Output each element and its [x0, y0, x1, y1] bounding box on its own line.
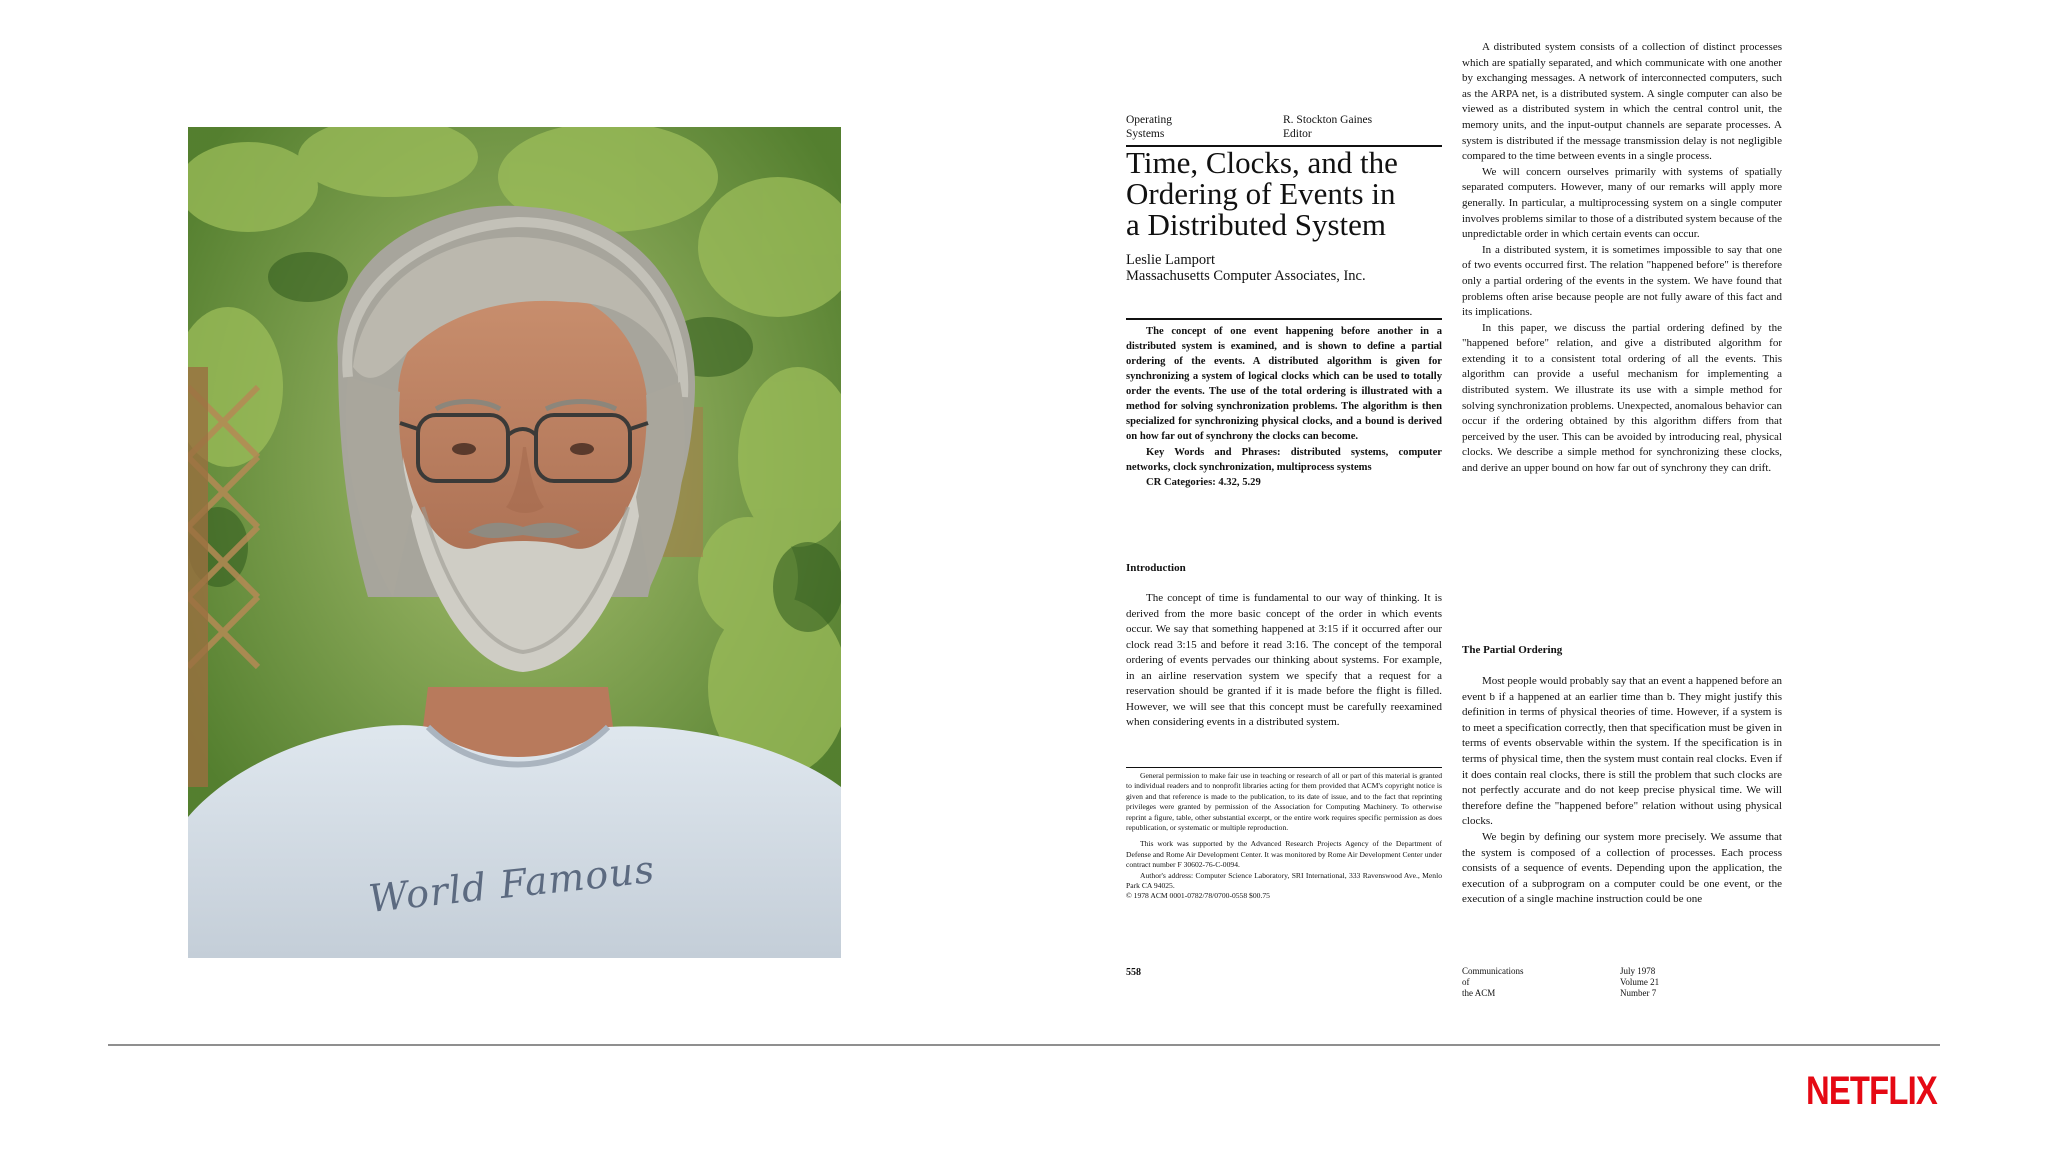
right-column-body [1462, 40, 1782, 477]
author-block [1126, 252, 1442, 284]
footnote-address: Author's address: Computer Science Laboratory, SRI International, 333 Ravenswood Ave., Menlo Park CA 94025. [1126, 870, 1442, 891]
keywords: Key Words and Phrases: distributed systems, computer networks, clock synchronization, multiprocess systems [1126, 447, 1442, 473]
abstract-text: The concept of one event happening before another in a distributed system is examined, and is shown to define a partial ordering of the events. A distributed algorithm is given for synchronizing a system of logical clocks which can be used to totally order the events. The use of the total ordering is illustrated with a method for solving synchronization problems. The algorithm is then specialized for synchronizing physical clocks, and a bound is derived on how far out of synchrony the clocks can become. [1126, 326, 1442, 442]
partial-ordering-body [1462, 674, 1782, 908]
masthead-section: Operating Systems [1126, 114, 1172, 140]
paragraph: We begin by defining our system more precisely. We assume that the system is composed of a collection of processes. Each process consists of a sequence of events. Depending upon the application, the execution of a subprogram on a computer could be one event, or the execution of a single machine instruction could be one [1462, 830, 1782, 906]
paragraph: Most people would probably say that an event a happened before an event b if a happened at an earlier time than b. They might justify this definition in terms of physical theories of time. However, if a system is to meet a specification correctly, then that specification must be given in terms of events observable within the system. If the specification is in terms of physical time, then the system must contain real clocks. Even if it does contain real clocks, there is still the problem that such clocks are not perfectly accurate and do not keep precise physical time. We will therefore define the "happened before" relation without using physical clocks. [1462, 675, 1782, 828]
footnote-permission: General permission to make fair use in teaching or research of all or part of this material is granted to individual readers and to nonprofit libraries acting for them provided that ACM's copyright notice is given and that reference is made to the publication, to its date of issue, and to the fact that reprinting privileges were granted by permission of the Association for Computing Machinery. To otherwise reprint a figure, table, other substantial excerpt, or the entire work requires specific permission as does republication, or systematic or multiple reproduction. [1126, 771, 1442, 833]
paper-title: Time, Clocks, and the Ordering of Events in a Distributed System [1126, 145, 1398, 242]
cr-categories: CR Categories: 4.32, 5.29 [1146, 477, 1261, 488]
netflix-logo: NETFLIX [1806, 1069, 1937, 1113]
footnote-copyright: © 1978 ACM 0001-0782/78/0700-0558 $00.75 [1126, 891, 1270, 901]
masthead-editor: R. Stockton Gaines Editor [1283, 114, 1373, 140]
paragraph: We will concern ourselves primarily with systems of spatially separated computers. However, many of our remarks will apply more generally. In particular, a multiprocessing system on a single computer involves problems similar to those of a distributed system because of the unpredictable order in which certain events can occur. [1462, 165, 1782, 241]
masthead [1126, 113, 1442, 147]
paragraph: In a distributed system, it is sometimes impossible to say that one of two events occurred first. The relation "happened before" is therefore only a partial ordering of the events in the system. We have found that problems often arise because people are not fully aware of this fact and its implications. [1462, 243, 1782, 319]
author-affiliation: Massachusetts Computer Associates, Inc. [1126, 268, 1366, 284]
section-heading-introduction: Introduction [1126, 562, 1186, 574]
shirt-print: World Famous [366, 847, 657, 921]
footnote-funding: This work was supported by the Advanced Research Projects Agency of the Department of Defense and Rome Air Development Center. It was monitored by Rome Air Development Center under contract number F 30602-76-C-0094. [1126, 839, 1442, 870]
section-heading-partial-ordering: The Partial Ordering [1462, 644, 1563, 656]
portrait-illustration [188, 127, 841, 958]
introduction-body [1126, 591, 1442, 731]
author-name: Leslie Lamport [1126, 252, 1215, 268]
author-photo [188, 127, 841, 958]
abstract [1126, 318, 1442, 490]
slide-divider [108, 1044, 1940, 1046]
journal-issue: July 1978 Volume 21 Number 7 [1620, 966, 1660, 998]
paragraph: The concept of time is fundamental to our way of thinking. It is derived from the more basic concept of the order in which events occur. We say that something happened at 3:15 if it occurred after our clock read 3:15 and before it read 3:16. The concept of the temporal ordering of events pervades our thinking about systems. For example, in an airline reservation system we specify that a request for a reservation should be granted if it is made before the flight is filled. However, we will see that this concept must be carefully reexamined when considering events in a distributed system. [1126, 592, 1442, 728]
paragraph: In this paper, we discuss the partial ordering defined by the "happened before" relation, and give a distributed algorithm for extending it to a consistent total ordering of all the events. This algorithm can provide a useful mechanism for implementing a distributed system. We illustrate its use with a simple method for solving synchronization problems. Unexpected, anomalous behavior can occur if the ordering obtained by this algorithm differs from that perceived by the user. This can be avoided by introducing real, physical clocks. We describe a simple method for synchronizing these clocks, and derive an upper bound on how far out of synchrony they can drift. [1462, 321, 1782, 475]
journal-name: Communications of the ACM [1462, 966, 1524, 998]
footnote [1126, 767, 1442, 902]
paragraph: A distributed system consists of a collection of distinct processes which are spatially separated, and which communicate with one another by exchanging messages. A network of interconnected computers, such as the ARPA net, is a distributed system. A single computer can also be viewed as a distributed system in which the central control unit, the memory units, and the input-output channels are separate processes. A system is distributed if the message transmission delay is not negligible compared to the time between events in a single process. [1462, 41, 1782, 163]
paper-page [1122, 40, 1786, 1020]
page-number: 558 [1126, 967, 1141, 978]
